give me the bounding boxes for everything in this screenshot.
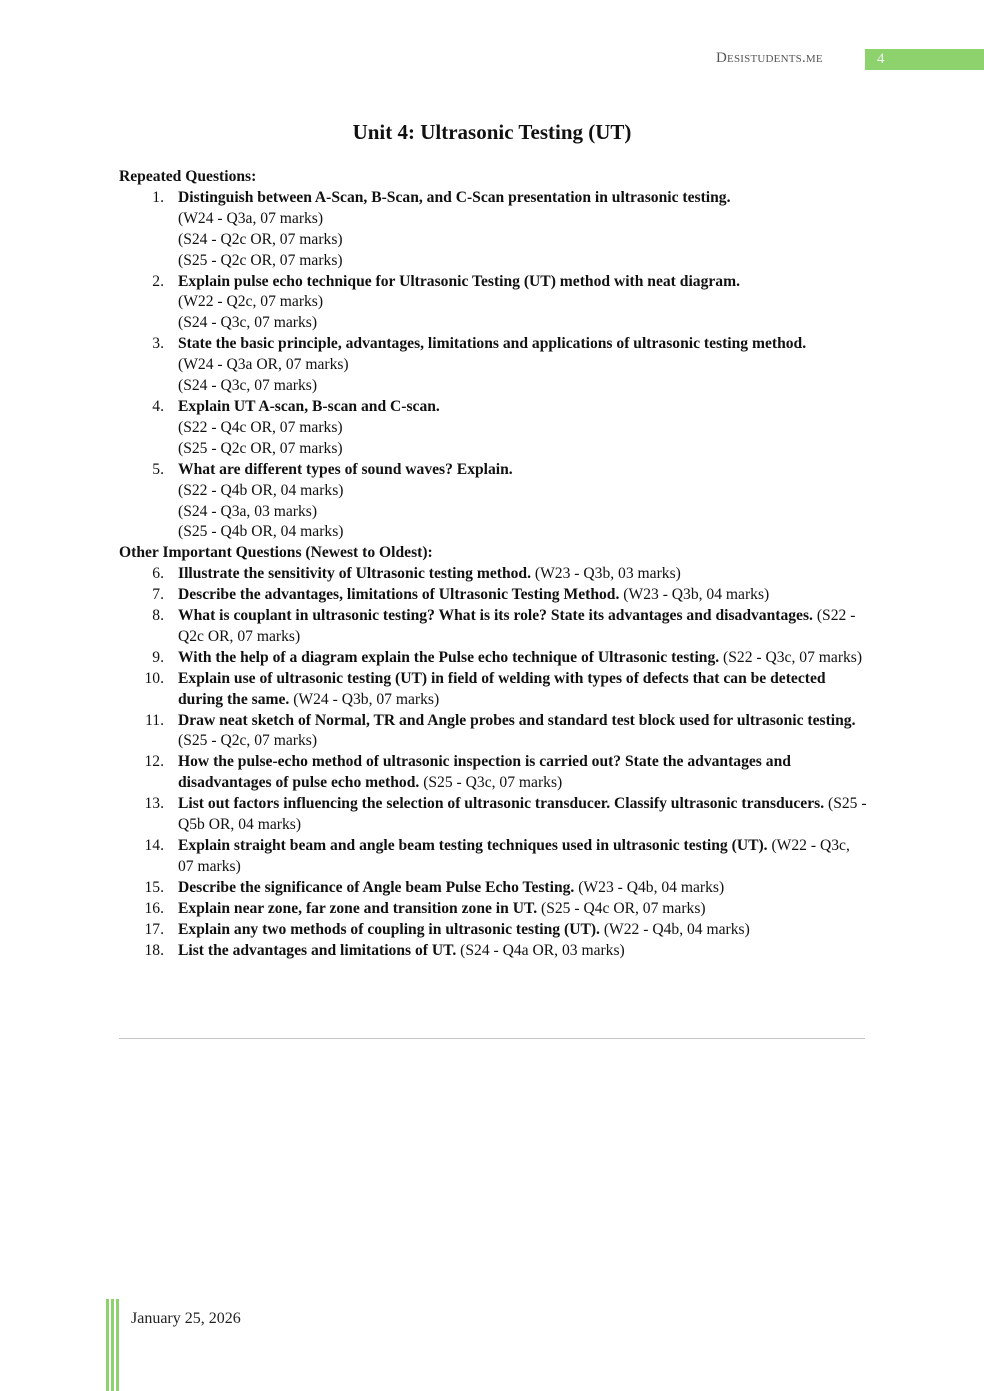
- question-number: 15.: [144, 878, 164, 896]
- question-number: 10.: [144, 669, 164, 687]
- question-reference: (W23 - Q4b, 04 marks): [574, 878, 725, 896]
- question-text: What is couplant in ultrasonic testing? What is its role? State its advantages and disadvantages.: [178, 607, 813, 625]
- question-reference: (S24 - Q3c, 07 marks): [178, 314, 318, 332]
- question-text: Describe the advantages, limitations of Ultrasonic Testing Method.: [178, 586, 620, 604]
- question-number: 4.: [152, 397, 164, 415]
- question-reference: (W24 - Q3a OR, 07 marks): [178, 356, 349, 374]
- question-text: Explain straight beam and angle beam testing techniques used in ultrasonic testing (UT).: [178, 837, 768, 854]
- question-reference: (S25 - Q2c OR, 07 marks): [178, 439, 343, 457]
- list-item: [119, 836, 869, 878]
- question-reference: (S24 - Q2c OR, 07 marks): [178, 230, 343, 248]
- question-reference: (W22 - Q4b, 04 marks): [599, 920, 750, 938]
- question-number: 7.: [152, 586, 164, 604]
- question-reference: (S25 - Q2c OR, 07 marks): [178, 251, 343, 269]
- question-text: Explain any two methods of coupling in ultrasonic testing (UT).: [178, 920, 600, 938]
- question-number: 6.: [152, 565, 164, 583]
- list-item: [119, 648, 869, 669]
- list-item: [119, 272, 869, 335]
- question-text: State the basic principle, advantages, limitations and applications of ultrasonic testing method.: [178, 335, 807, 353]
- page-number-badge: 4: [865, 49, 984, 70]
- list-item: [119, 460, 869, 544]
- question-text: Explain pulse echo technique for Ultrasonic Testing (UT) method with neat diagram.: [178, 272, 740, 290]
- question-number: 1.: [152, 188, 164, 206]
- other-questions-heading: Other Important Questions (Newest to Oldest):: [119, 544, 433, 562]
- question-reference: (W24 - Q3a, 07 marks): [178, 209, 324, 227]
- question-reference: (S25 - Q3c, 07 marks): [419, 774, 563, 792]
- question-text: List out factors influencing the selection of ultrasonic transducer. Classify ultrasonic transducers.: [178, 795, 825, 813]
- question-reference: (W23 - Q3b, 04 marks): [619, 586, 770, 604]
- list-item: [119, 585, 869, 606]
- question-number: 8.: [152, 607, 164, 625]
- question-reference: (S24 - Q4a OR, 03 marks): [456, 941, 625, 959]
- question-number: 2.: [152, 272, 164, 290]
- list-item: [119, 564, 869, 585]
- question-text: Explain near zone, far zone and transition zone in UT.: [178, 899, 538, 917]
- question-reference: (S22 - Q4c OR, 07 marks): [178, 418, 343, 436]
- question-number: 12.: [144, 753, 164, 771]
- question-reference: (W22 - Q3c, 07 marks): [178, 837, 850, 875]
- list-item: [119, 397, 869, 460]
- list-item: [119, 711, 869, 753]
- question-reference: (S24 - Q3a, 03 marks): [178, 502, 318, 520]
- content-divider: [119, 1038, 865, 1039]
- question-reference: (S22 - Q3c, 07 marks): [719, 648, 863, 666]
- question-number: 17.: [144, 920, 164, 938]
- repeated-questions-heading: Repeated Questions:: [119, 168, 257, 185]
- question-number: 9.: [152, 648, 164, 666]
- question-text: Distinguish between A-Scan, B-Scan, and C-Scan presentation in ultrasonic testing.: [178, 188, 731, 206]
- footer-date: January 25, 2026: [131, 1310, 241, 1327]
- question-text: Illustrate the sensitivity of Ultrasonic testing method.: [178, 565, 531, 583]
- header-site-name: Desistudents.me: [716, 50, 823, 66]
- question-text: List the advantages and limitations of UT.: [178, 941, 457, 959]
- question-reference: (S25 - Q4b OR, 04 marks): [178, 523, 344, 541]
- list-item: [119, 899, 869, 920]
- question-text: What are different types of sound waves? Explain.: [178, 460, 513, 478]
- list-item: [119, 878, 869, 899]
- question-number: 5.: [152, 460, 164, 478]
- question-text: Draw neat sketch of Normal, TR and Angle probes and standard test block used for ultrasonic testing.: [178, 711, 856, 729]
- question-text: Explain UT A-scan, B-scan and C-scan.: [178, 397, 440, 415]
- list-item: [119, 669, 869, 711]
- list-item: [119, 794, 869, 836]
- question-reference: (S24 - Q3c, 07 marks): [178, 377, 318, 395]
- question-text: Explain use of ultrasonic testing (UT) in field of welding with types of defects that can be detected during the same.: [178, 669, 826, 708]
- question-reference: (S25 - Q5b OR, 04 marks): [178, 795, 867, 834]
- question-number: 11.: [145, 711, 164, 729]
- question-number: 16.: [144, 899, 164, 917]
- question-number: 18.: [144, 941, 164, 959]
- list-item: [119, 752, 869, 794]
- question-reference: (S25 - Q2c, 07 marks): [178, 732, 318, 750]
- question-reference: (W22 - Q2c, 07 marks): [178, 293, 324, 311]
- question-reference: (S22 - Q4b OR, 04 marks): [178, 481, 344, 499]
- question-text: With the help of a diagram explain the Pulse echo technique of Ultrasonic testing.: [178, 648, 720, 666]
- question-reference: (S22 - Q2c OR, 07 marks): [178, 607, 856, 645]
- question-reference: (W24 - Q3b, 07 marks): [289, 690, 440, 708]
- list-item: [119, 941, 869, 962]
- other-questions-list: [119, 564, 869, 961]
- questions-content: [119, 167, 869, 961]
- list-item: [119, 606, 869, 648]
- repeated-questions-list: [119, 188, 869, 543]
- list-item: [119, 334, 869, 397]
- question-number: 3.: [152, 335, 164, 353]
- question-text: How the pulse-echo method of ultrasonic inspection is carried out? State the advantages and disadvantages of pulse echo method.: [178, 753, 791, 792]
- question-reference: (W23 - Q3b, 03 marks): [531, 565, 681, 583]
- question-number: 13.: [144, 795, 164, 813]
- question-reference: (S25 - Q4c OR, 07 marks): [537, 899, 706, 917]
- page-title: Unit 4: Ultrasonic Testing (UT): [352, 120, 632, 144]
- footer-accent-bars: [106, 1299, 120, 1391]
- list-item: [119, 188, 869, 272]
- list-item: [119, 920, 869, 941]
- question-text: Describe the significance of Angle beam Pulse Echo Testing.: [178, 878, 575, 896]
- question-number: 14.: [144, 837, 164, 854]
